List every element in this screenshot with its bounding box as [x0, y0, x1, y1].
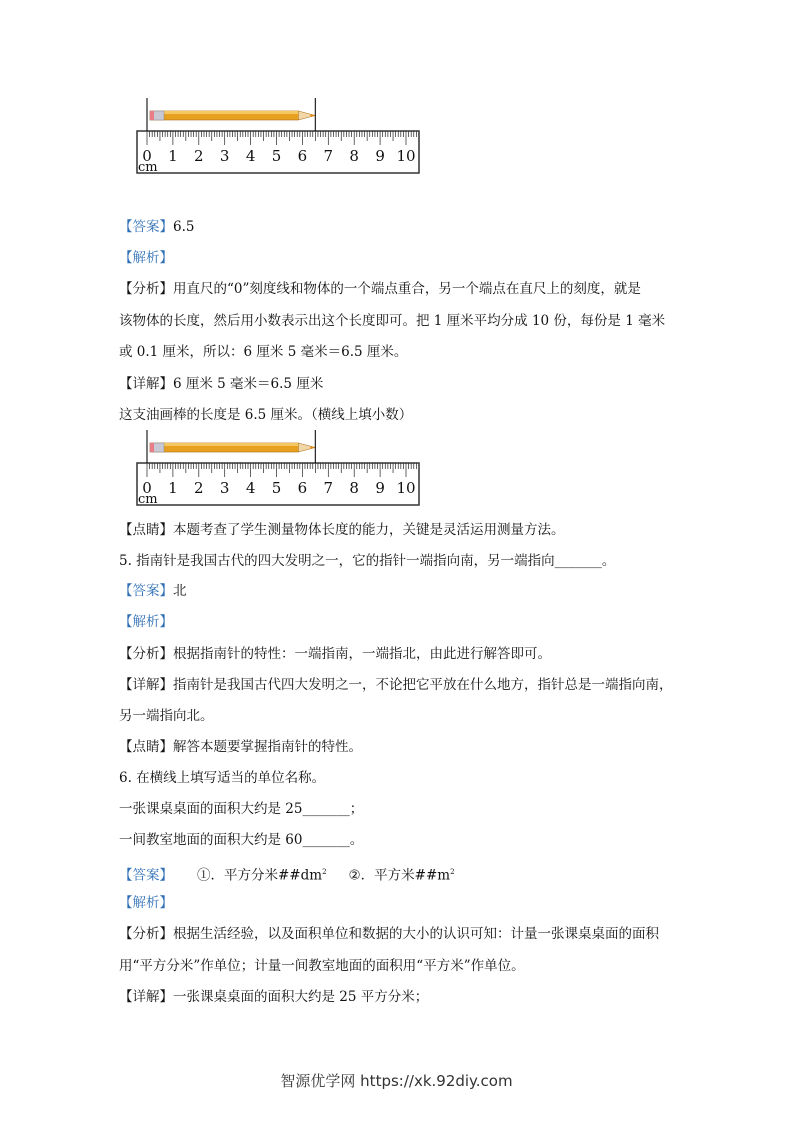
ruler-tick-label: 9	[375, 147, 385, 165]
ruler-tick-label: 2	[194, 479, 204, 497]
ruler-unit-label: cm	[138, 160, 158, 175]
ruler-unit-label: cm	[138, 492, 158, 507]
fenxi-5: 【分析】根据指南针的特性：一端指南，一端指北，由此进行解答即可。	[119, 646, 551, 662]
ruler-tick-label: 10	[396, 479, 416, 497]
ruler-tick-label: 3	[219, 479, 230, 497]
ruler-pencil-image	[136, 430, 421, 510]
answer-1: 【答案】6.5	[119, 219, 195, 235]
fenxi-6-line2: 用“平方分米”作单位；计量一间教室地面的面积用“平方米”作单位。	[119, 958, 525, 974]
statement-1: 这支油画棒的长度是 6.5 厘米。（横线上填小数）	[119, 407, 413, 423]
ruler-tick-label: 8	[349, 147, 359, 165]
fenxi-6-line1: 【分析】根据生活经验，以及面积单位和数据的大小的认识可知：计量一张课桌桌面的面积	[119, 926, 659, 942]
ruler-tick-label: 6	[297, 479, 308, 497]
analysis-label-6: 【解析】	[119, 895, 173, 911]
answer-5: 【答案】北	[119, 583, 187, 599]
question-5: 5. 指南针是我国古代的四大发明之一，它的指针一端指向南，另一端指向_______。	[119, 553, 616, 569]
xiangjie-6: 【详解】一张课桌桌面的面积大约是 25 平方分米；	[119, 989, 429, 1005]
ruler-tick-label: 2	[194, 147, 204, 165]
ruler-tick-label: 3	[219, 147, 230, 165]
ruler-tick-label: 1	[168, 147, 178, 165]
analysis-label-1: 【解析】	[119, 250, 173, 266]
ruler-tick-label: 4	[245, 479, 256, 497]
ruler-tick-label: 7	[323, 479, 334, 497]
ruler-tick-label: 0	[142, 479, 152, 497]
ruler-tick-label: 4	[245, 147, 256, 165]
question-6: 6. 在横线上填写适当的单位名称。	[119, 770, 326, 786]
answer-6: 【答案】 ①．平方分米$\#\#dm^2$ ②．平方米$\#\#m^2$	[119, 867, 455, 884]
ruler-pencil-image	[136, 98, 421, 178]
ruler-tick-label: 1	[168, 479, 178, 497]
ruler-tick-label: 5	[271, 147, 282, 165]
xiangjie-1: 【详解】6 厘米 5 毫米＝6.5 厘米	[119, 376, 324, 392]
ruler-tick-label: 6	[297, 147, 308, 165]
xiangjie-5-line1: 【详解】指南针是我国古代四大发明之一，不论把它平放在什么地方，指针总是一端指向南，	[119, 677, 673, 693]
fenxi-1-line2: 该物体的长度，然后用小数表示出这个长度即可。把 1 厘米平均分成 10 份，每份是 1 毫米	[119, 313, 666, 329]
ruler-tick-label: 9	[375, 479, 385, 497]
ruler-tick-label: 5	[271, 479, 282, 497]
dianjing-5: 【点睛】解答本题要掌握指南针的特性。	[119, 739, 362, 755]
xiangjie-5-line2: 另一端指向北。	[119, 708, 214, 724]
analysis-label-5: 【解析】	[119, 614, 173, 630]
ruler-figure-1	[136, 98, 421, 178]
footer-watermark: 智源优学网 https://xk.92diy.com	[280, 1072, 513, 1090]
fenxi-1-line1: 【分析】用直尺的“0”刻度线和物体的一个端点重合，另一个端点在直尺上的刻度，就是	[119, 281, 641, 297]
dianjing-1: 【点睛】本题考查了学生测量物体长度的能力，关键是灵活运用测量方法。	[119, 522, 565, 538]
ruler-tick-label: 0	[142, 147, 152, 165]
ruler-tick-label: 7	[323, 147, 334, 165]
fenxi-1-line3: 或 0.1 厘米，所以：6 厘米 5 毫米＝6.5 厘米。	[119, 344, 408, 360]
ruler-tick-label: 10	[396, 147, 416, 165]
ruler-tick-label: 8	[349, 479, 359, 497]
question-6b: 一间教室地面的面积大约是 60_______。	[119, 832, 364, 848]
ruler-figure-2	[136, 430, 421, 510]
question-6a: 一张课桌桌面的面积大约是 25_______；	[119, 801, 364, 817]
